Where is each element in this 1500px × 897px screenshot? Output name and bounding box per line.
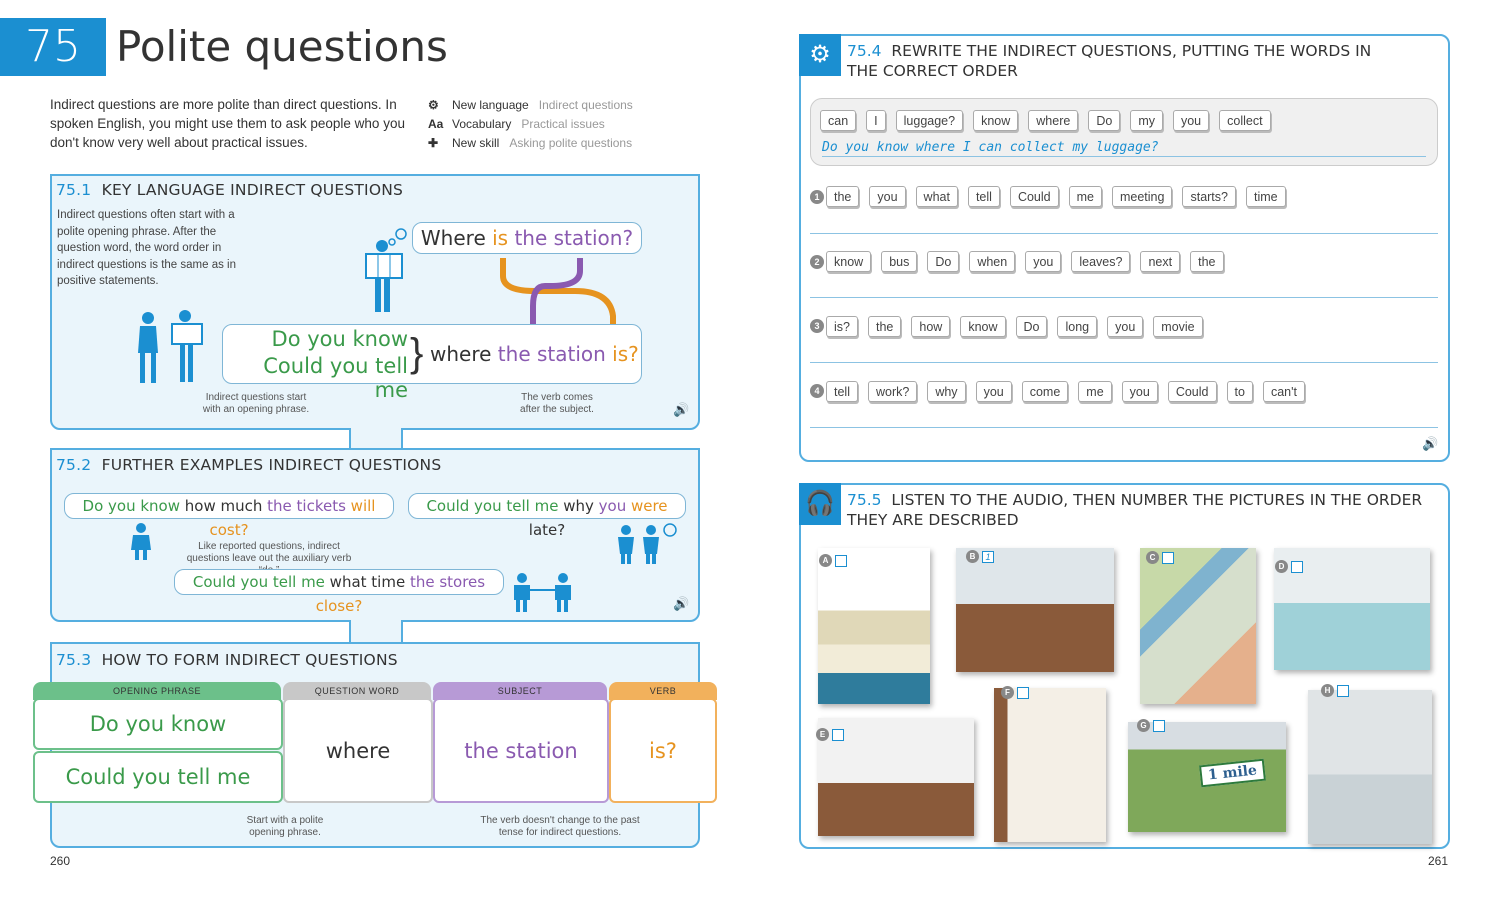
intro-text: Indirect questions are more polite than direct questions. In spoken English, you might use them to ask people who you don't know very well about practical issues.: [50, 97, 405, 150]
key-language-text: Indirect questions often start with a polite opening phrase. After the question word, the word order in indirect questions is the same as in positive statements.: [57, 209, 236, 287]
example-bubble-2: Could you tell me why you were late?: [408, 493, 686, 519]
word-chip[interactable]: my: [1130, 110, 1163, 131]
section-heading-75-5: 75.5 LISTEN TO THE AUDIO, THEN NUMBER THE PICTURES IN THE ORDER THEY ARE DESCRIBED: [847, 491, 1423, 529]
audio-speaker-icon[interactable]: 🔊: [673, 596, 690, 611]
word-chip[interactable]: you: [869, 186, 905, 207]
word-row-3: [826, 316, 1213, 337]
section-heading-75-4: 75.4 REWRITE THE INDIRECT QUESTIONS, PUTTING THE WORDS IN THE CORRECT ORDER: [847, 42, 1372, 80]
answer-line: [810, 427, 1438, 428]
word-chip[interactable]: you: [1025, 251, 1061, 272]
word-chip[interactable]: movie: [1153, 316, 1202, 337]
picture-label-f: F: [1001, 686, 1029, 699]
word-chip[interactable]: Do: [1088, 110, 1120, 131]
column-header-subject: SUBJECT: [433, 682, 607, 700]
answer-line: [810, 362, 1438, 363]
word-chip[interactable]: time: [1246, 186, 1286, 207]
picture-label-d: D: [1275, 560, 1303, 573]
note-opening-phrase: Indirect questions start with an opening phrase.: [202, 392, 310, 415]
word-chip[interactable]: can: [820, 110, 856, 131]
vocabulary-icon: Aa: [428, 117, 444, 131]
word-chip[interactable]: why: [927, 381, 965, 402]
word-chip[interactable]: I: [866, 110, 885, 131]
picture-b-hotel-reception: [956, 548, 1114, 672]
exercise-number: 2: [810, 255, 824, 269]
gears-header-icon: ⚙: [799, 34, 841, 76]
exercise-number: 3: [810, 319, 824, 333]
word-chip[interactable]: can't: [1263, 381, 1305, 402]
note-auxiliary-do: Like reported questions, indirect questions leave out the auxiliary verb: [186, 541, 352, 564]
answer-checkbox[interactable]: [832, 729, 844, 741]
section-heading-75-2: 75.2 FURTHER EXAMPLES INDIRECT QUESTIONS: [56, 456, 442, 474]
section-heading-75-1: 75.1 KEY LANGUAGE INDIRECT QUESTIONS: [56, 181, 404, 199]
word-row-4: [826, 381, 1315, 402]
picture-h-cafe-people: [1308, 690, 1432, 844]
answer-line: [810, 297, 1438, 298]
word-chip[interactable]: when: [969, 251, 1015, 272]
opening-phrase-2: Could you tell me: [263, 354, 408, 402]
unit-meta: [428, 96, 633, 153]
word-chip[interactable]: how: [911, 316, 950, 337]
word-chip[interactable]: Do: [927, 251, 959, 272]
answer-checkbox[interactable]: [1291, 561, 1303, 573]
puzzle-icon: ✚: [428, 136, 439, 150]
answer-checkbox[interactable]: 1: [982, 551, 994, 563]
unit-number: 75: [0, 18, 106, 76]
exercise-number: 4: [810, 384, 824, 398]
meta-label: New language: [452, 98, 529, 112]
headphones-header-icon: 🎧: [799, 483, 841, 525]
meta-value: Practical issues: [521, 117, 605, 131]
answer-line: [810, 233, 1438, 234]
word-chip[interactable]: you: [1107, 316, 1143, 337]
word-chip[interactable]: me: [1069, 186, 1102, 207]
section-heading-75-3: 75.3 HOW TO FORM INDIRECT QUESTIONS: [56, 651, 398, 669]
answer-checkbox[interactable]: [1153, 720, 1165, 732]
word-chip[interactable]: the: [1190, 251, 1223, 272]
answer-checkbox[interactable]: [1162, 552, 1174, 564]
word-chip[interactable]: luggage?: [896, 110, 963, 131]
word-chip[interactable]: me: [1078, 381, 1111, 402]
picture-c-map-touch: [1140, 548, 1256, 704]
two-people-talking-icon: [508, 570, 578, 612]
example-bubble-3: Could you tell me what time the stores close?: [174, 569, 504, 595]
picture-label-e: E: [816, 728, 844, 741]
picture-f-sign-post: [994, 688, 1106, 842]
direct-question-bubble: Where is the station?: [412, 222, 642, 254]
picture-label-g: G: [1137, 719, 1165, 732]
meta-label: Vocabulary: [452, 117, 512, 131]
word-chip[interactable]: bus: [881, 251, 917, 272]
answer-checkbox[interactable]: [835, 555, 847, 567]
word-chip[interactable]: long: [1057, 316, 1097, 337]
word-row-2: [826, 251, 1234, 272]
example-answer: Do you know where I can collect my luggage?: [822, 140, 1426, 157]
person-asking-icon: [126, 522, 156, 560]
word-chip[interactable]: to: [1227, 381, 1253, 402]
word-chip[interactable]: the: [868, 316, 901, 337]
exercise-number: 1: [810, 190, 824, 204]
indirect-answer: where the station is?: [430, 342, 639, 366]
word-chip[interactable]: is?: [826, 316, 858, 337]
word-chip[interactable]: leaves?: [1071, 251, 1130, 272]
example-bubble-1: Do you know how much the tickets will cost?: [64, 493, 394, 519]
puzzle-opening-phrase-2: Could you tell me: [33, 751, 283, 803]
opening-phrase-1: Do you know: [271, 327, 408, 351]
unit-title: Polite questions: [116, 22, 448, 71]
word-chip[interactable]: you: [976, 381, 1012, 402]
picture-label-b: B 1: [966, 550, 994, 563]
word-chip[interactable]: Do: [1016, 316, 1048, 337]
answer-checkbox[interactable]: [1017, 687, 1029, 699]
word-chip[interactable]: next: [1140, 251, 1180, 272]
meta-value: Indirect questions: [538, 98, 633, 112]
word-row-1: [826, 186, 1296, 207]
word-chip[interactable]: the: [826, 186, 859, 207]
thinking-person-icon: [358, 222, 413, 317]
people-with-map-icon: [128, 308, 208, 386]
meta-label: New skill: [452, 136, 500, 150]
word-chip[interactable]: you: [1122, 381, 1158, 402]
puzzle-subject: the station: [433, 698, 609, 803]
word-chip[interactable]: you: [1173, 110, 1209, 131]
mile-sign: 1 mile: [1199, 759, 1266, 788]
word-chip[interactable]: Could: [1168, 381, 1217, 402]
puzzle-question-word: where: [283, 698, 433, 803]
word-chip[interactable]: what: [916, 186, 958, 207]
column-header-verb: VERB: [609, 682, 717, 700]
note-verb-tense: The verb doesn't change to the past tense for indirect questions.: [480, 815, 640, 838]
brace: }: [410, 331, 424, 375]
word-chip[interactable]: meeting: [1112, 186, 1172, 207]
word-chip[interactable]: tell: [826, 381, 858, 402]
answer-checkbox[interactable]: [1337, 685, 1349, 697]
column-header-question-word: QUESTION WORD: [283, 682, 431, 700]
column-header-opening-phrase: OPENING PHRASE: [33, 682, 281, 700]
note-polite-opening: Start with a polite opening phrase.: [246, 815, 324, 838]
word-chip[interactable]: where: [1028, 110, 1078, 131]
gears-icon: ⚙: [428, 98, 439, 112]
word-chip[interactable]: collect: [1219, 110, 1270, 131]
meta-value: Asking polite questions: [509, 136, 633, 150]
panel-connector: [349, 428, 403, 450]
picture-label-a: A: [819, 554, 847, 567]
page-number-left: 260: [50, 854, 71, 868]
panel-connector: [349, 620, 403, 644]
audio-speaker-icon[interactable]: 🔊: [1422, 436, 1439, 451]
word-chip[interactable]: tell: [968, 186, 1000, 207]
puzzle-opening-phrase-1: Do you know: [33, 698, 283, 750]
word-chip[interactable]: know: [973, 110, 1018, 131]
word-chip[interactable]: work?: [868, 381, 917, 402]
people-late-icon: [606, 522, 681, 564]
puzzle-verb: is?: [609, 698, 717, 803]
example-word-row: [820, 110, 1281, 131]
picture-label-c: C: [1146, 551, 1174, 564]
word-chip[interactable]: come: [1022, 381, 1069, 402]
picture-a-cliff-hotel: [818, 548, 930, 704]
note-verb-after-subject: The verb comes after the subject.: [520, 392, 594, 415]
page-number-right: 261: [1428, 854, 1449, 868]
word-chip[interactable]: know: [826, 251, 871, 272]
picture-label-h: H: [1321, 684, 1349, 697]
word-chip[interactable]: Could: [1010, 186, 1059, 207]
audio-speaker-icon[interactable]: 🔊: [673, 402, 690, 417]
word-chip[interactable]: starts?: [1182, 186, 1236, 207]
word-chip[interactable]: know: [960, 316, 1005, 337]
